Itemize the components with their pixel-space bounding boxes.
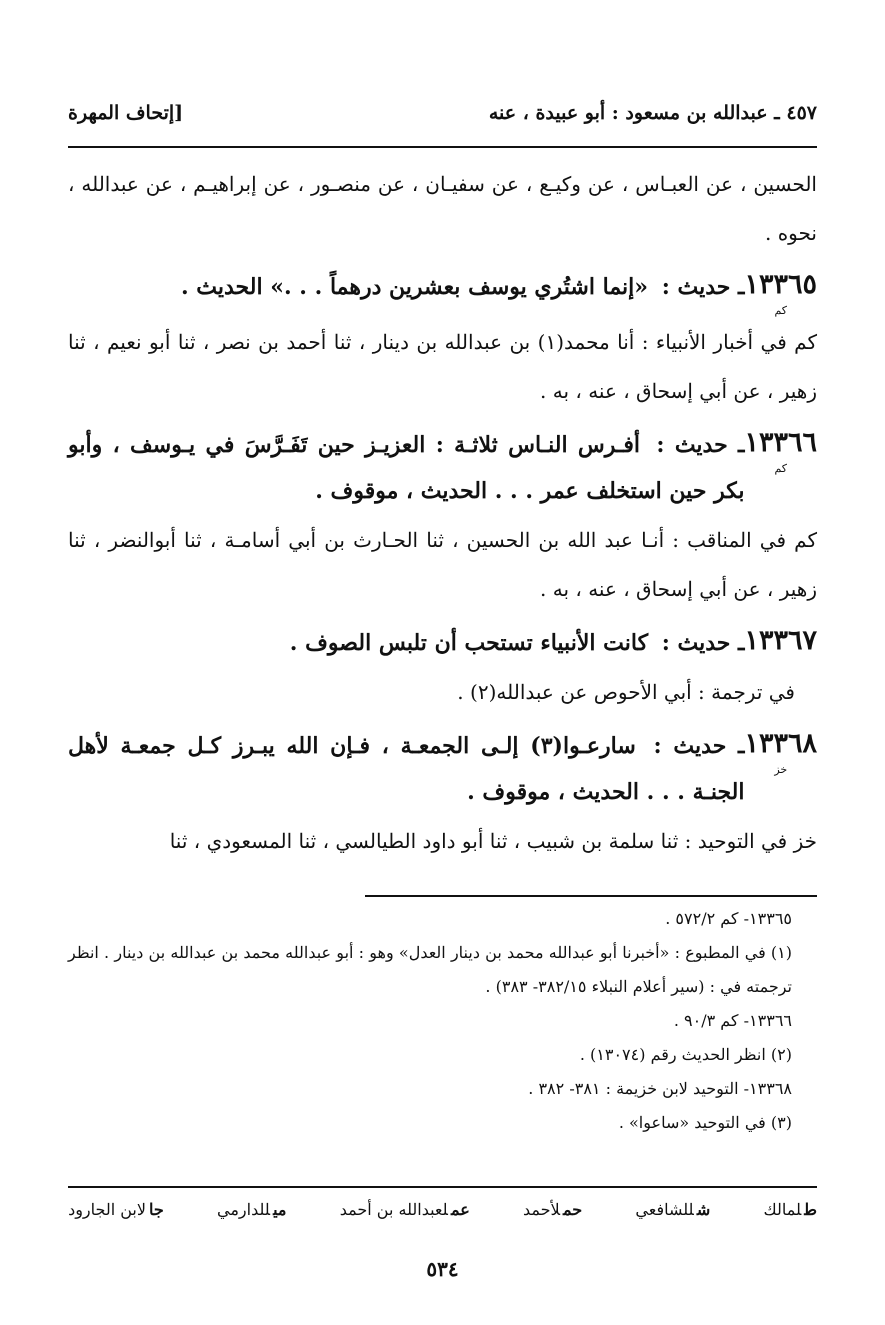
legend-item: عملعبدالله بن أحمد — [339, 1200, 470, 1219]
legend-item: ميللدارمي — [217, 1200, 287, 1219]
page-number: ٥٣٤ — [426, 1257, 459, 1281]
footnotes — [68, 902, 817, 1140]
hadith-entry — [68, 620, 817, 666]
legend-item: طلمالك — [763, 1200, 817, 1219]
footnote: ١٣٣٦٨- التوحيد لابن خزيمة : ٣٨١- ٣٨٢ . — [528, 1079, 792, 1098]
entry-hadith-text: سارعـوا(٣) إلـى الجمعـة ، فـإن الله يبـرز كـل جمعـة لأهل الجنـة . . . الحديث ، موقوف . — [68, 733, 745, 805]
footnote-divider — [365, 895, 817, 897]
hadith-entry — [68, 264, 817, 316]
footnote: ١٣٣٦٦- كم ٩٠/٣ . — [673, 1011, 792, 1030]
running-header — [68, 96, 817, 130]
entry-number-block — [744, 264, 817, 316]
entry-number-block — [744, 620, 817, 662]
running-header-chapter: ٤٥٧ ـ عبدالله بن مسعود : أبو عبيدة ، عنه — [488, 102, 817, 124]
entry-label: ـ حديث : — [661, 274, 745, 300]
legend-item: حملأحمد — [522, 1200, 583, 1219]
sigla-legend — [68, 1200, 817, 1219]
entry-label: ـ حديث : — [661, 630, 745, 656]
entry-source: في ترجمة : أبي الأحوص عن عبدالله(٢) . — [457, 680, 795, 704]
entry-source: كم في أخبار الأنبياء : أنا محمد(١) بن عبدالله بن دينار ، ثنا أحمد بن نصر ، ثنا أبو نعيم ، ثنا زهير ، عن أبي إسحاق ، عنه ، به . — [68, 330, 817, 403]
entry-hadith-text: «إنما اشتُري يوسف بعشرين درهماً . . .» الحديث . — [180, 274, 649, 300]
footnote: (١) في المطبوع : «أخبرنا أبو عبدالله محمد بن دينار العدل» وهو : أبو عبدالله محمد بن عبدالله بن دينار . انظر ترجمته في : (سير أعلام النبلاء ٣٨٢/١٥- ٣٨٣) . — [68, 943, 792, 996]
entry-number: ١٣٣٦٥ — [744, 269, 817, 300]
entry-sigla: كم — [774, 304, 788, 317]
hadith-entry — [68, 422, 817, 514]
legend-item: جالابن الجارود — [68, 1200, 164, 1219]
footnote: (٢) انظر الحديث رقم (١٣٠٧٤) . — [579, 1045, 792, 1064]
entry-number: ١٣٣٦٦ — [744, 427, 817, 458]
legend-divider — [68, 1186, 817, 1188]
entry-heading — [68, 723, 744, 815]
entry-label: ـ حديث : — [656, 432, 745, 458]
main-text — [68, 160, 817, 866]
entry-number-block — [744, 422, 817, 474]
legend-item: شللشافعي — [635, 1200, 711, 1219]
header-divider — [68, 146, 817, 148]
entry-hadith-text: كانت الأنبياء تستحب أن تلبس الصوف . — [289, 630, 649, 656]
entry-heading — [68, 422, 744, 514]
entry-sigla: خز — [774, 763, 788, 776]
entry-source: خز في التوحيد : ثنا سلمة بن شبيب ، ثنا أبو داود الطيالسي ، ثنا المسعودي ، ثنا — [169, 829, 817, 853]
entry-hadith-text: أفـرس النـاس ثلاثـة : العزيـز حين تَفَـرَّسَ في يـوسف ، وأبو بكر حين استخلف عمر . . . الحديث ، موقوف . — [68, 432, 745, 504]
entry-number: ١٣٣٦٨ — [744, 728, 817, 759]
entry-number: ١٣٣٦٧ — [744, 625, 817, 656]
entry-source: كم في المناقب : أنـا عبد الله بن الحسين ، ثنا الحـارث بن أبي أسامـة ، ثنا أبوالنضر ، ثنا زهير ، عن أبي إسحاق ، عنه ، به . — [68, 528, 817, 601]
entry-heading — [68, 264, 744, 310]
entry-number-block — [744, 723, 817, 775]
entry-heading — [68, 620, 744, 666]
footnote: ١٣٣٦٥- كم ٥٧٢/٢ . — [665, 909, 792, 928]
intro-paragraph: الحسين ، عن العبـاس ، عن وكيـع ، عن سفيـان ، عن منصـور ، عن إبراهيـم ، عن عبدالله ، نحوه . — [68, 172, 817, 245]
entry-label: ـ حديث : — [653, 733, 745, 759]
hadith-entry — [68, 723, 817, 815]
footnote: (٣) في التوحيد «ساعوا» . — [618, 1113, 792, 1132]
entry-sigla: كم — [774, 462, 788, 475]
running-header-book: [إتحاف المهرة — [68, 102, 184, 124]
